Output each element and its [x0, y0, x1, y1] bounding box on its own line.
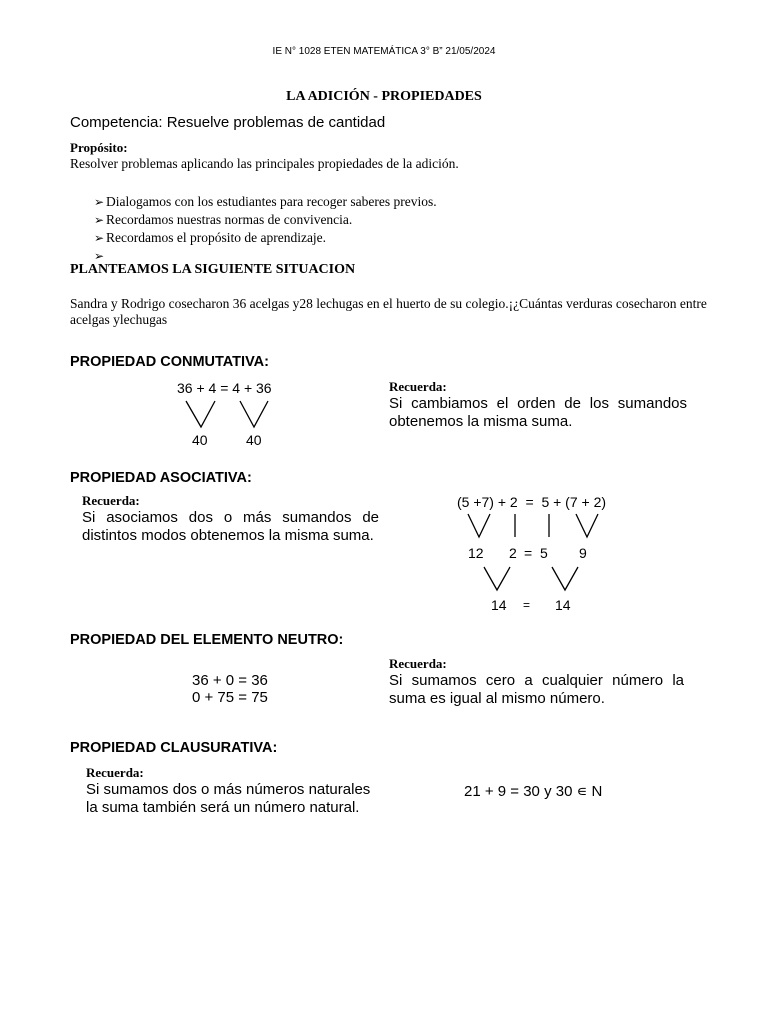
arrow-bullet-icon: ➢: [94, 231, 105, 245]
page-title: LA ADICIÓN - PROPIEDADES: [286, 89, 482, 104]
neutro-recuerda-text: Si sumamos cero a cualquier número la suma es igual al mismo número.: [389, 672, 684, 707]
clausurativa-recuerda-text-2: la suma también será un número natural.: [86, 799, 360, 816]
proposito-label: Propósito:: [70, 140, 128, 155]
asociativa-row3-b: 14: [555, 597, 571, 613]
asociativa-row2-a: 12: [468, 545, 484, 561]
clausurativa-recuerda-text-1: Si sumamos dos o más números naturales: [86, 781, 371, 798]
clausurativa-heading: PROPIEDAD CLAUSURATIVA:: [70, 740, 278, 756]
conmutativa-right-v: [240, 401, 268, 427]
list-item: ➢ Recordamos el propósito de aprendizaje.: [94, 230, 327, 245]
conmutativa-result-right: 40: [246, 432, 262, 448]
asociativa-row2-c: 5: [540, 545, 548, 561]
asociativa-row3-a: 14: [491, 597, 507, 613]
conmutativa-result-left: 40: [192, 432, 208, 448]
arrow-bullet-icon: ➢: [94, 195, 105, 209]
asociativa-recuerda-text: Si asociamos dos o más sumandos de distintos modos obtenemos la misma suma.: [82, 509, 379, 544]
asociativa-recuerda-label: Recuerda:: [82, 493, 140, 508]
asociativa-row3-eq: =: [523, 598, 531, 612]
asociativa-lower-right-v: [552, 567, 578, 590]
asociativa-row2-b: 2: [509, 545, 517, 561]
conmutativa-equation: 36 + 4 = 4 + 36: [177, 380, 272, 396]
asociativa-left-v: [468, 514, 490, 537]
asociativa-heading: PROPIEDAD ASOCIATIVA:: [70, 470, 252, 486]
conmutativa-recuerda-label: Recuerda:: [389, 379, 447, 394]
competencia: Competencia: Resuelve problemas de cantidad: [70, 114, 386, 131]
asociativa-row2-d: 9: [579, 545, 587, 561]
neutro-recuerda-label: Recuerda:: [389, 656, 447, 671]
arrow-bullet-icon: ➢: [94, 249, 105, 263]
list-item: ➢ Dialogamos con los estudiantes para recoger saberes previos.: [94, 194, 437, 209]
situacion-text: Sandra y Rodrigo cosecharon 36 acelgas y28 lechugas en el huerto de su colegio.¡¿Cuántas verduras cosecharon entre acelgas ylechugas: [70, 296, 707, 327]
neutro-eq1: 36 + 0 = 36: [192, 672, 268, 689]
page-header: IE N° 1028 ETEN MATEMÁTICA 3° B” 21/05/2024: [272, 46, 496, 57]
arrow-bullet-icon: ➢: [94, 213, 105, 227]
neutro-heading: PROPIEDAD DEL ELEMENTO NEUTRO:: [70, 632, 344, 648]
list-item: ➢ Recordamos nuestras normas de convivencia.: [94, 212, 353, 227]
conmutativa-heading: PROPIEDAD CONMUTATIVA:: [70, 354, 269, 370]
asociativa-equation: (5 +7) + 2 = 5 + (7 + 2): [457, 494, 607, 510]
neutro-eq2: 0 + 75 = 75: [192, 689, 268, 706]
clausurativa-recuerda-label: Recuerda:: [86, 765, 144, 780]
asociativa-row2-eq: =: [524, 545, 533, 561]
proposito-text: Resolver problemas aplicando las principales propiedades de la adición.: [70, 156, 459, 171]
conmutativa-recuerda-text: Si cambiamos el orden de los sumandos obtenemos la misma suma.: [389, 395, 687, 430]
asociativa-right-v: [576, 514, 598, 537]
conmutativa-left-v: [186, 401, 215, 427]
asociativa-lower-left-v: [484, 567, 510, 590]
clausurativa-equation: 21 + 9 = 30 y 30 ∊ N: [464, 783, 603, 800]
situacion-title: PLANTEAMOS LA SIGUIENTE SITUACION: [70, 262, 356, 277]
